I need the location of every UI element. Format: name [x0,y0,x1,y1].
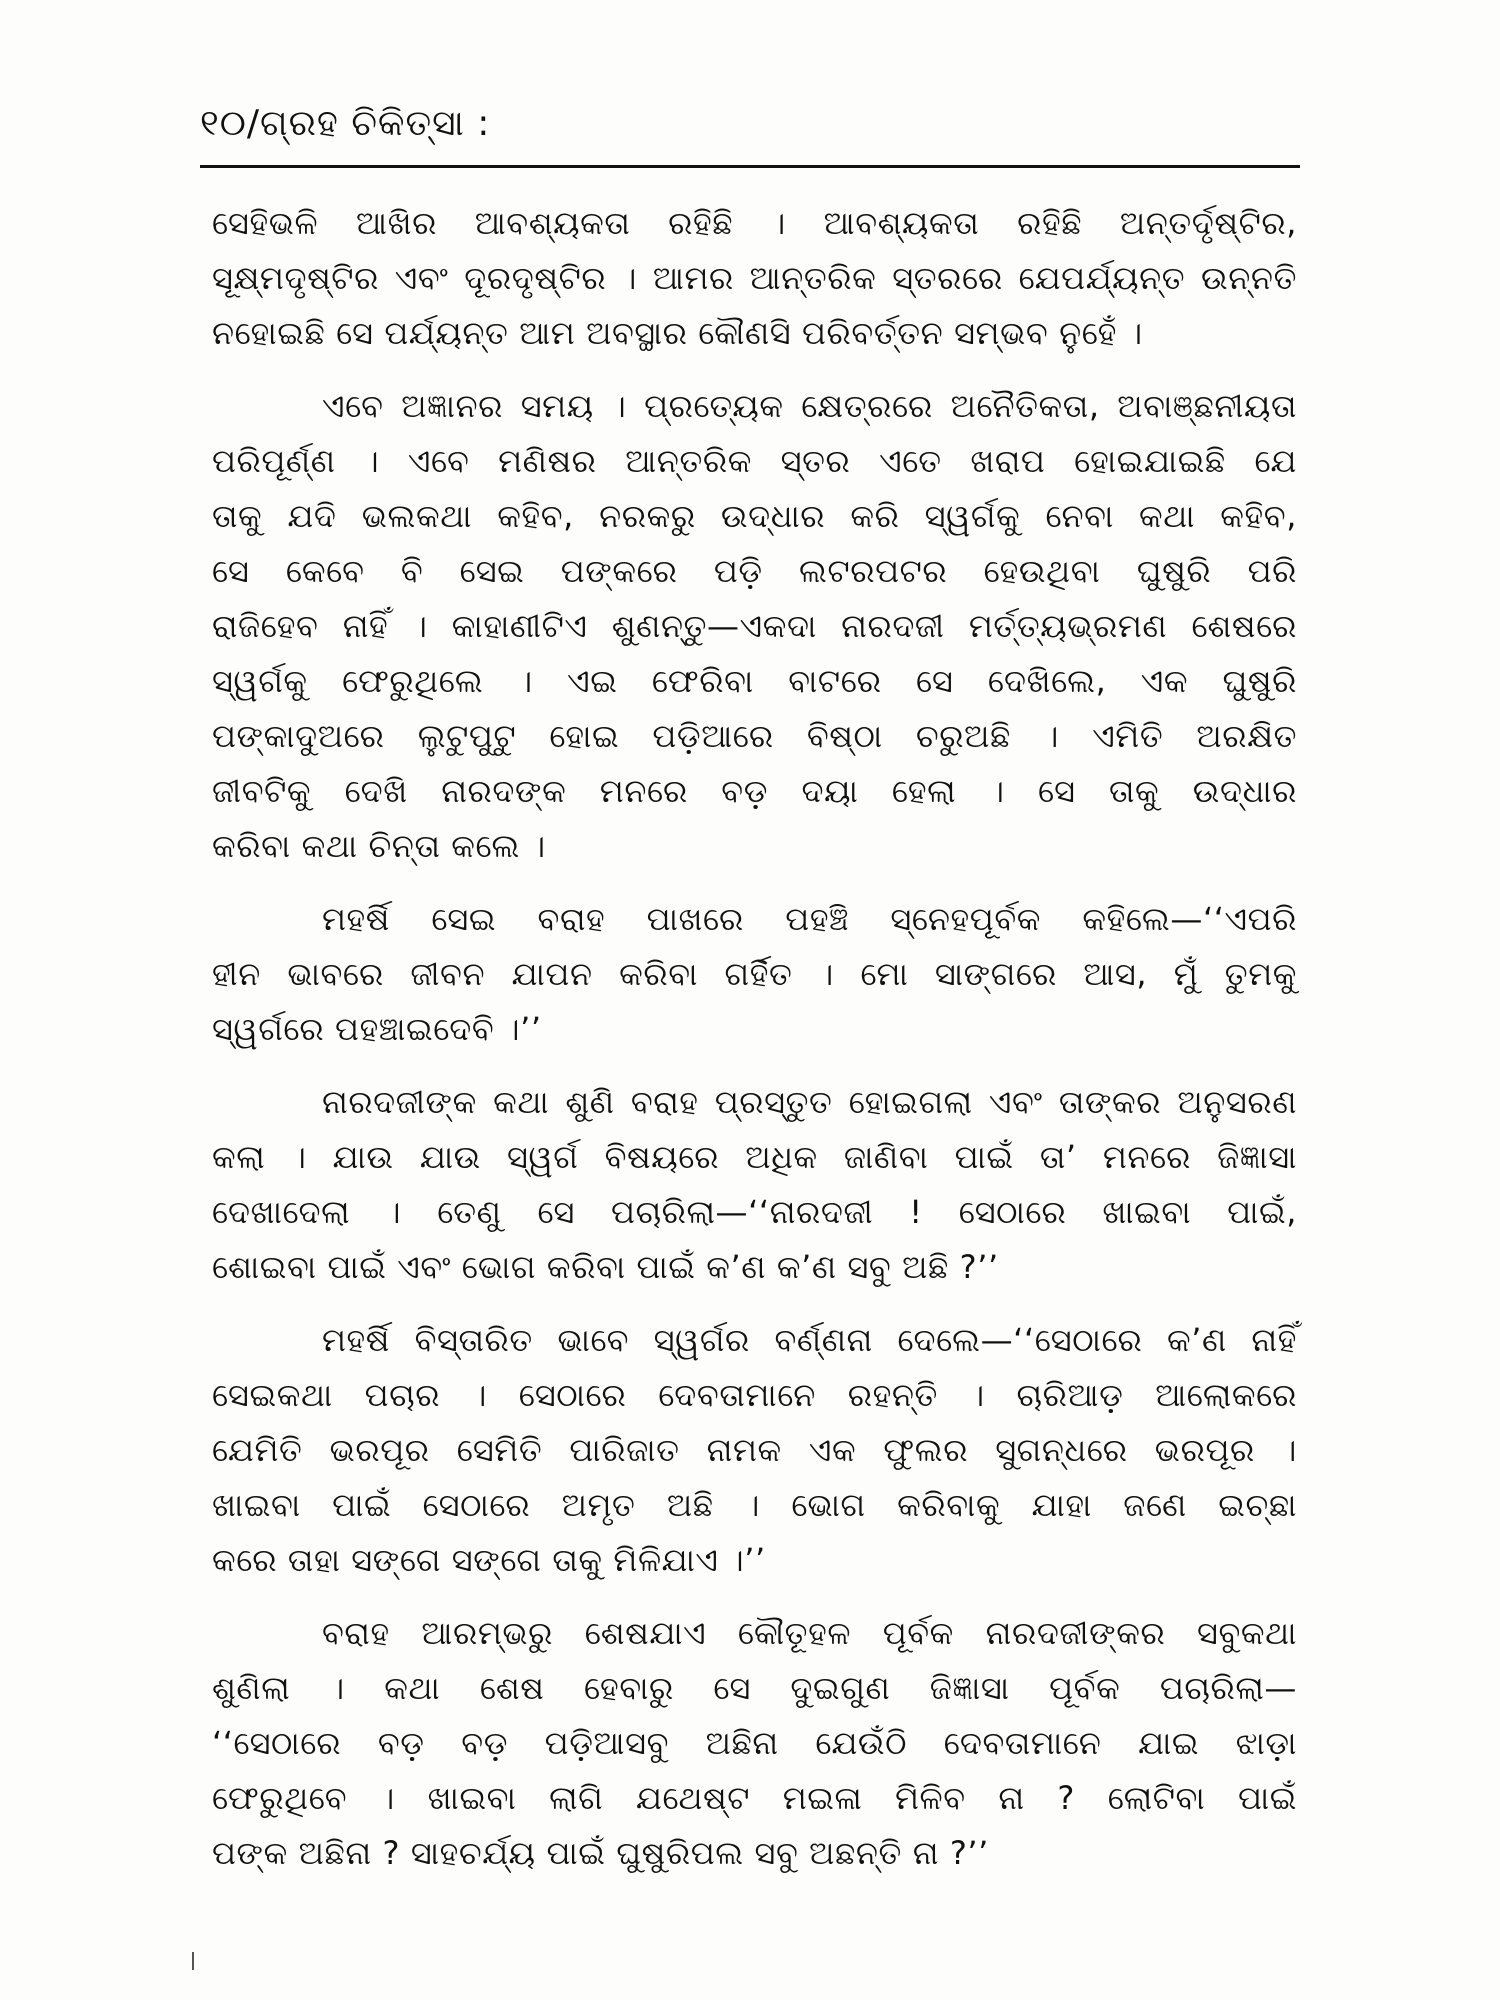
text-line: ଶୁଣିଲା । କଥା ଶେଷ ହେବାରୁ ସେ ଦୁଇଗୁଣ ଜିଜ୍ଞାସା ପୂର୍ବକ ପଚାରିଲା— [212,1669,1297,1707]
body-text [212,196,1297,1899]
text-line: ବରାହ ଆରମ୍ଭରୁ ଶେଷଯାଏ କୌତୂହଳ ପୂର୍ବକ ନାରଦଜୀଙ୍କର ସବୁକଥା [322,1614,1297,1652]
text-line: ସ୍ୱର୍ଗକୁ ଫେରୁଥିଲେ । ଏଇ ଫେରିବା ବାଟରେ ସେ ଦେଖିଲେ, ଏକ ଘୁଷୁରି [212,662,1297,700]
text-line: ଶୋଇବା ପାଇଁ ଏବଂ ଭୋଗ କରିବା ପାଇଁ କ’ଣ କ’ଣ ସବୁ ଅଛି ?’’ [212,1248,999,1286]
text-line: ସୂକ୍ଷ୍ମଦୃଷ୍ଟିର ଏବଂ ଦୂରଦୃଷ୍ଟିର । ଆମର ଆନ୍ତରିକ ସ୍ତରରେ ଯେପର୍ଯ୍ୟନ୍ତ ଉନ୍ନତି [212,259,1297,297]
text-line: ମହର୍ଷି ବିସ୍ତାରିତ ଭାବେ ସ୍ୱର୍ଗର ବର୍ଣ୍ଣନା ଦେଲେ—‘‘ସେଠାରେ କ’ଣ ନାହିଁ [322,1321,1297,1359]
text-line: ଯେମିତି ଭରପୂର ସେମିତି ପାରିଜାତ ନାମକ ଏକ ଫୁଲର ସୁଗନ୍ଧରେ ଭରପୂର । [212,1431,1297,1469]
text-line: ପରିପୂର୍ଣ୍ଣ । ଏବେ ମଣିଷର ଆନ୍ତରିକ ସ୍ତର ଏତେ ଖରାପ ହୋଇଯାଇଛି ଯେ [212,442,1297,480]
text-line: ହୀନ ଭାବରେ ଜୀବନ ଯାପନ କରିବା ଗର୍ହିତ । ମୋ ସାଙ୍ଗରେ ଆସ, ମୁଁ ତୁମକୁ [212,955,1297,993]
paragraph [212,379,1297,874]
text-line: ନାରଦଜୀଙ୍କ କଥା ଶୁଣି ବରାହ ପ୍ରସ୍ତୁତ ହୋଇଗଲା ଏବଂ ତାଙ୍କର ଅନୁସରଣ [322,1083,1297,1121]
paragraph [212,196,1297,361]
text-line: କରେ ତାହା ସଙ୍ଗେ ସଙ୍ଗେ ତାକୁ ମିଳିଯାଏ ।’’ [212,1541,766,1579]
text-line: ମହର୍ଷି ସେଇ ବରାହ ପାଖରେ ପହଞ୍ଚି ସ୍ନେହପୂର୍ବକ କହିଲେ—‘‘ଏପରି [322,900,1297,938]
paragraph [212,892,1297,1057]
text-line: ଜୀବଟିକୁ ଦେଖି ନାରଦଙ୍କ ମନରେ ବଡ଼ ଦୟା ହେଲା । ସେ ତାକୁ ଉଦ୍ଧାର [212,772,1297,810]
text-line: ପଙ୍କାଦୁଅରେ ଲୁଟୁପୁଟୁ ହୋଇ ପଡ଼ିଆରେ ବିଷ୍ଠା ଚରୁଅଛି । ଏମିତି ଅରକ୍ଷିତ [212,717,1297,755]
text-line: ‘‘ସେଠାରେ ବଡ଼ ବଡ଼ ପଡ଼ିଆସବୁ ଅଛିନା ଯେଉଁଠି ଦେବତାମାନେ ଯାଇ ଝାଡ଼ା [212,1724,1297,1762]
text-line: ରାଜିହେବ ନାହିଁ । କାହାଣୀଟିଏ ଶୁଣନ୍ତୁ—ଏକଦା ନାରଦଜୀ ମର୍ତ୍ତ୍ୟଭ୍ରମଣ ଶେଷରେ [212,607,1297,645]
scan-mark [192,1952,194,1970]
header-rule [200,165,1300,168]
text-line: ସ୍ୱର୍ଗରେ ପହଞ୍ଚାଇଦେବି ।’’ [212,1010,542,1048]
text-line: ନହୋଇଛି ସେ ପର୍ଯ୍ୟନ୍ତ ଆମ ଅବସ୍ଥାର କୌଣସି ପରିବର୍ତ୍ତନ ସମ୍ଭବ ନୁହେଁ । [212,314,1143,352]
text-line: କଲା । ଯାଉ ଯାଉ ସ୍ୱର୍ଗ ବିଷୟରେ ଅଧିକ ଜାଣିବା ପାଇଁ ତା’ ମନରେ ଜିଜ୍ଞାସା [212,1138,1297,1176]
text-line: ଫେରୁଥିବେ । ଖାଇବା ଲାଗି ଯଥେଷ୍ଟ ମଇଳା ମିଳିବ ନା ? ଲୋଟିବା ପାଇଁ [212,1779,1297,1817]
text-line: ଖାଇବା ପାଇଁ ସେଠାରେ ଅମୃତ ଅଛି । ଭୋଗ କରିବାକୁ ଯାହା ଜଣେ ଇଚ୍ଛା [212,1486,1297,1524]
text-line: କରିବା କଥା ଚିନ୍ତା କଲେ । [212,827,546,865]
running-header: ୧୦/ଗ୍ରହ ଚିକିତ୍ସା : [200,103,491,144]
paragraph [212,1075,1297,1295]
text-line: ଏବେ ଅଜ୍ଞାନର ସମୟ । ପ୍ରତ୍ୟେକ କ୍ଷେତ୍ରରେ ଅନୈତିକତା, ଅବାଞ୍ଛନୀୟତା [322,387,1297,425]
text-line: ସେଇକଥା ପଚାର । ସେଠାରେ ଦେବତାମାନେ ରହନ୍ତି । ଚାରିଆଡ଼ ଆଲୋକରେ [212,1376,1297,1414]
text-line: ପଙ୍କ ଅଛିନା ? ସାହଚର୍ଯ୍ୟ ପାଇଁ ଘୁଷୁରିପଲ ସବୁ ଅଛନ୍ତି ନା ?’’ [212,1834,989,1872]
text-line: ଦେଖାଦେଲା । ତେଣୁ ସେ ପଚାରିଲା—‘‘ନାରଦଜୀ ! ସେଠାରେ ଖାଇବା ପାଇଁ, [212,1193,1297,1231]
text-line: ତାକୁ ଯଦି ଭଲକଥା କହିବ, ନରକରୁ ଉଦ୍ଧାର କରି ସ୍ୱର୍ଗକୁ ନେବା କଥା କହିବ, [212,497,1297,535]
text-line: ସେହିଭଳି ଆଖିର ଆବଶ୍ୟକତା ରହିଛି । ଆବଶ୍ୟକତା ରହିଛି ଅନ୍ତର୍ଦୃଷ୍ଟିର, [212,204,1297,242]
paragraph [212,1313,1297,1588]
paragraph [212,1606,1297,1881]
text-line: ସେ କେବେ ବି ସେଇ ପଙ୍କରେ ପଡ଼ି ଲଟରପଟର ହେଉଥିବା ଘୁଷୁରି ପରି [212,552,1297,590]
